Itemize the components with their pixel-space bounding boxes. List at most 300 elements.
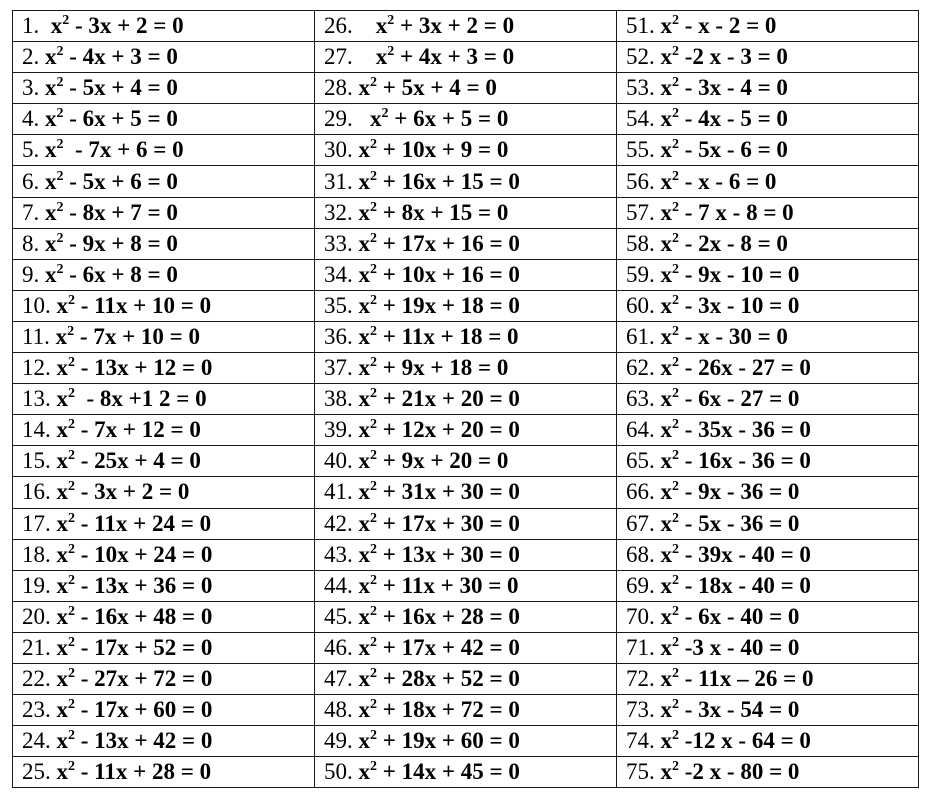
equation-remainder: - 6x - 40 = 0 <box>679 603 800 629</box>
equation-remainder: - 2x - 8 = 0 <box>679 230 788 256</box>
equation-remainder: - 7x + 12 = 0 <box>75 417 201 443</box>
equation-cell <box>315 290 617 321</box>
equation-text <box>353 728 520 753</box>
equation-variable: x <box>50 634 68 660</box>
equation-exponent: 2 <box>68 759 75 775</box>
table-row <box>13 757 919 788</box>
equation-number: 21. <box>22 634 51 660</box>
equation-exponent: 2 <box>370 75 377 91</box>
equation-variable: x <box>39 13 63 39</box>
equation-text <box>51 666 213 691</box>
equation-cell <box>13 321 315 352</box>
table-row <box>13 321 919 352</box>
equation-cell <box>315 197 617 228</box>
equation-exponent: 2 <box>672 168 679 184</box>
equation-variable: x <box>352 634 370 660</box>
equation-variable: x <box>39 106 57 132</box>
equation-number: 70. <box>626 603 655 629</box>
equation-variable: x <box>654 697 672 723</box>
equation-cell <box>315 11 617 42</box>
equation-remainder: - 5x - 36 = 0 <box>679 510 800 536</box>
equation-cell <box>315 539 617 570</box>
equation-number: 50. <box>324 759 353 785</box>
equation-number: 6. <box>22 168 40 194</box>
equation-text <box>353 697 520 722</box>
equation-variable: x <box>50 541 68 567</box>
equation-exponent: 2 <box>68 448 75 464</box>
equation-text <box>353 200 509 225</box>
equation-text <box>353 511 520 536</box>
equation-cell <box>617 166 919 197</box>
equation-cell <box>13 539 315 570</box>
equation-remainder: - x - 6 = 0 <box>679 168 777 194</box>
equation-exponent: 2 <box>56 230 64 246</box>
equation-remainder: - 11x – 26 = 0 <box>679 666 814 692</box>
equation-text <box>353 479 520 504</box>
equation-exponent: 2 <box>370 697 377 713</box>
equation-text <box>353 262 520 287</box>
equation-number: 56. <box>626 168 655 194</box>
equation-cell <box>315 601 617 632</box>
equation-variable: x <box>654 168 672 194</box>
equation-number: 58. <box>626 230 655 256</box>
equation-text <box>353 604 520 629</box>
equation-text <box>655 759 800 784</box>
equation-cell <box>617 290 919 321</box>
equation-number: 35. <box>324 292 353 318</box>
equation-remainder: + 9x + 20 = 0 <box>377 448 509 474</box>
equation-variable: x <box>654 479 672 505</box>
equation-cell <box>315 135 617 166</box>
equation-number: 41. <box>324 479 353 505</box>
equation-exponent: 2 <box>68 292 75 308</box>
table-row <box>13 384 919 415</box>
equation-number: 51. <box>626 13 655 39</box>
equation-cell <box>617 601 919 632</box>
equation-remainder: + 17x + 16 = 0 <box>377 230 520 256</box>
table-row <box>13 259 919 290</box>
equation-text <box>51 386 207 411</box>
equation-text <box>51 542 213 567</box>
equation-exponent: 2 <box>68 479 75 495</box>
equation-number: 38. <box>324 386 353 412</box>
equation-cell <box>13 570 315 601</box>
equation-cell <box>617 415 919 446</box>
equation-exponent: 2 <box>370 168 377 184</box>
equation-variable: x <box>654 572 672 598</box>
equation-number: 7. <box>22 199 40 225</box>
equation-variable: x <box>39 261 57 287</box>
equation-variable: x <box>654 137 672 163</box>
equation-cell <box>13 726 315 757</box>
equation-exponent: 2 <box>370 448 377 464</box>
equation-cell <box>13 73 315 104</box>
equation-text <box>51 728 213 753</box>
equation-number: 5. <box>22 137 40 163</box>
equation-exponent: 2 <box>56 168 64 184</box>
equation-variable: x <box>654 448 672 474</box>
equation-exponent: 2 <box>68 386 75 402</box>
equation-cell <box>617 508 919 539</box>
equation-exponent: 2 <box>68 510 75 526</box>
equation-variable: x <box>50 759 68 785</box>
equation-exponent: 2 <box>56 261 64 277</box>
equation-text <box>655 417 811 442</box>
equation-number: 47. <box>324 666 353 692</box>
equation-exponent: 2 <box>672 417 679 433</box>
equation-variable: x <box>352 728 370 754</box>
equation-variable: x <box>654 75 672 101</box>
equation-cell <box>13 166 315 197</box>
equation-variable: x <box>39 75 57 101</box>
equation-cell <box>617 757 919 788</box>
equation-variable: x <box>39 230 57 256</box>
equation-number: 66. <box>626 479 655 505</box>
equation-exponent: 2 <box>672 572 679 588</box>
equation-variable: x <box>654 417 672 443</box>
equation-exponent: 2 <box>370 417 377 433</box>
equation-remainder: + 19x + 18 = 0 <box>377 292 520 318</box>
equation-cell <box>617 384 919 415</box>
equation-variable: x <box>352 13 388 39</box>
equation-variable: x <box>352 417 370 443</box>
equation-number: 11. <box>22 323 50 349</box>
equation-text <box>655 635 800 660</box>
equation-number: 13. <box>22 386 51 412</box>
equation-text <box>353 44 514 69</box>
equation-exponent: 2 <box>68 728 75 744</box>
equation-number: 1. <box>22 13 40 39</box>
equation-text <box>353 75 497 100</box>
equation-cell <box>617 353 919 384</box>
equation-remainder: + 6x + 5 = 0 <box>388 106 509 132</box>
table-row <box>13 726 919 757</box>
equation-text <box>39 75 178 100</box>
equation-number: 27. <box>324 44 353 70</box>
equation-text <box>51 573 213 598</box>
equation-remainder: - 35x - 36 = 0 <box>679 417 811 443</box>
equation-text <box>51 604 213 629</box>
equation-remainder: + 10x + 9 = 0 <box>377 137 509 163</box>
equation-text <box>655 200 794 225</box>
equation-remainder: - 11x + 24 = 0 <box>75 510 212 536</box>
equation-variable: x <box>50 386 68 412</box>
equation-number: 45. <box>324 603 353 629</box>
equation-cell <box>13 290 315 321</box>
table-row <box>13 415 919 446</box>
equation-exponent: 2 <box>68 697 75 713</box>
equation-number: 4. <box>22 106 40 132</box>
equation-exponent: 2 <box>370 759 377 775</box>
equation-number: 23. <box>22 697 51 723</box>
equation-cell <box>617 42 919 73</box>
equation-exponent: 2 <box>387 44 395 60</box>
equation-text <box>655 293 800 318</box>
equation-number: 9. <box>22 261 40 287</box>
equation-variable: x <box>50 479 68 505</box>
equation-remainder: - x - 30 = 0 <box>679 323 788 349</box>
equation-number: 62. <box>626 355 655 381</box>
equation-cell <box>13 757 315 788</box>
equation-remainder: - 16x - 36 = 0 <box>679 448 811 474</box>
equation-text <box>655 666 814 691</box>
equation-cell <box>617 228 919 259</box>
equation-cell <box>617 73 919 104</box>
equation-variable: x <box>654 44 672 70</box>
equation-text <box>353 137 509 162</box>
equation-text <box>655 44 788 69</box>
equation-text <box>655 386 800 411</box>
equation-number: 63. <box>626 386 655 412</box>
equation-cell <box>315 757 617 788</box>
equation-remainder: - 39x - 40 = 0 <box>679 541 811 567</box>
equation-remainder: + 16x + 15 = 0 <box>377 168 520 194</box>
equation-exponent: 2 <box>672 106 679 122</box>
equation-number: 17. <box>22 510 51 536</box>
equation-remainder: - 10x + 24 = 0 <box>75 541 213 567</box>
equation-text <box>39 169 178 194</box>
equation-remainder: - 5x - 6 = 0 <box>679 137 788 163</box>
equation-text <box>51 759 211 784</box>
equation-exponent: 2 <box>672 44 679 60</box>
equation-cell <box>13 197 315 228</box>
equation-text <box>655 573 811 598</box>
equation-cell <box>617 197 919 228</box>
table-row <box>13 42 919 73</box>
table-row <box>13 135 919 166</box>
equation-number: 28. <box>324 75 353 101</box>
equation-variable: x <box>654 261 672 287</box>
equation-cell <box>13 135 315 166</box>
equation-remainder: - 13x + 12 = 0 <box>75 355 213 381</box>
equation-exponent: 2 <box>672 448 679 464</box>
equation-remainder: -3 x - 40 = 0 <box>679 634 800 660</box>
table-row <box>13 539 919 570</box>
equation-remainder: - 17x + 52 = 0 <box>75 634 213 660</box>
equation-remainder: - 11x + 10 = 0 <box>75 292 212 318</box>
equation-number: 71. <box>626 634 655 660</box>
equation-remainder: + 12x + 20 = 0 <box>377 417 520 443</box>
equation-text <box>51 479 190 504</box>
equation-remainder: + 17x + 42 = 0 <box>377 634 520 660</box>
equation-variable: x <box>352 230 370 256</box>
equation-number: 18. <box>22 541 51 567</box>
equation-variable: x <box>352 44 388 70</box>
equation-number: 34. <box>324 261 353 287</box>
equation-number: 30. <box>324 137 353 163</box>
equation-remainder: - 3x + 2 = 0 <box>75 479 190 505</box>
equation-text <box>655 542 811 567</box>
equation-exponent: 2 <box>62 13 70 29</box>
equation-variable: x <box>352 448 370 474</box>
table-row <box>13 695 919 726</box>
equation-remainder: - 26x - 27 = 0 <box>679 355 811 381</box>
equation-remainder: - 4x + 3 = 0 <box>63 44 178 70</box>
equation-cell <box>13 11 315 42</box>
table-row <box>13 508 919 539</box>
equation-remainder: - 5x + 4 = 0 <box>63 75 178 101</box>
table-row <box>13 228 919 259</box>
equation-remainder: - 8x +1 2 = 0 <box>75 386 207 412</box>
equation-remainder: + 21x + 20 = 0 <box>377 386 520 412</box>
equation-remainder: - 6x + 5 = 0 <box>63 106 178 132</box>
equation-remainder: - 3x - 4 = 0 <box>679 75 788 101</box>
equation-text <box>655 262 800 287</box>
equation-exponent: 2 <box>56 106 64 122</box>
equation-exponent: 2 <box>68 603 75 619</box>
equation-cell <box>315 42 617 73</box>
table-row <box>13 353 919 384</box>
equation-text <box>39 200 178 225</box>
equation-exponent: 2 <box>672 697 679 713</box>
equation-cell <box>617 11 919 42</box>
equation-text <box>353 13 514 38</box>
equation-exponent: 2 <box>370 386 377 402</box>
equation-remainder: - 16x + 48 = 0 <box>75 603 213 629</box>
equation-number: 36. <box>324 323 353 349</box>
equation-exponent: 2 <box>672 199 679 215</box>
equation-variable: x <box>654 728 672 754</box>
equation-exponent: 2 <box>68 417 75 433</box>
equation-remainder: - 18x - 40 = 0 <box>679 572 811 598</box>
equation-remainder: - 7x + 10 = 0 <box>74 323 201 349</box>
equation-number: 20. <box>22 603 51 629</box>
equation-text <box>51 417 201 442</box>
equation-variable: x <box>50 510 68 536</box>
equation-text <box>353 759 520 784</box>
equation-text <box>39 262 178 287</box>
equation-number: 16. <box>22 479 51 505</box>
equation-cell <box>315 508 617 539</box>
equation-cell <box>617 632 919 663</box>
equation-text <box>655 13 777 38</box>
equation-text <box>353 106 509 131</box>
equation-cell <box>315 632 617 663</box>
equation-variable: x <box>352 168 370 194</box>
equation-variable: x <box>654 541 672 567</box>
table-row <box>13 663 919 694</box>
equation-text <box>353 635 520 660</box>
equation-cell <box>315 228 617 259</box>
equation-variable: x <box>654 230 672 256</box>
equation-exponent: 2 <box>370 572 377 588</box>
equation-variable: x <box>654 386 672 412</box>
equation-cell <box>315 570 617 601</box>
equation-remainder: - 17x + 60 = 0 <box>75 697 213 723</box>
equation-remainder: - 7x + 6 = 0 <box>63 137 184 163</box>
equation-number: 32. <box>324 199 353 225</box>
equation-text <box>655 324 788 349</box>
equation-text <box>655 479 800 504</box>
equation-exponent: 2 <box>672 603 679 619</box>
equation-remainder: -2 x - 80 = 0 <box>679 759 800 785</box>
equation-number: 72. <box>626 666 655 692</box>
equation-text <box>50 324 200 349</box>
equation-remainder: + 13x + 30 = 0 <box>377 541 520 567</box>
equation-remainder: - 9x - 36 = 0 <box>679 479 800 505</box>
equation-text <box>655 106 788 131</box>
equation-variable: x <box>352 106 382 132</box>
equation-variable: x <box>50 355 68 381</box>
equation-number: 48. <box>324 697 353 723</box>
equation-variable: x <box>654 666 672 692</box>
equation-cell <box>617 726 919 757</box>
equation-cell <box>13 601 315 632</box>
equation-remainder: - 8x + 7 = 0 <box>63 199 178 225</box>
equation-exponent: 2 <box>672 386 679 402</box>
equation-cell <box>315 446 617 477</box>
equations-body <box>13 11 919 788</box>
equation-cell <box>315 166 617 197</box>
equation-cell <box>617 321 919 352</box>
equation-variable: x <box>352 292 370 318</box>
equation-cell <box>13 508 315 539</box>
equation-exponent: 2 <box>67 323 75 339</box>
equation-variable: x <box>352 261 370 287</box>
equation-variable: x <box>654 355 672 381</box>
equation-exponent: 2 <box>672 75 679 91</box>
equation-text <box>51 697 213 722</box>
equation-remainder: + 18x + 72 = 0 <box>377 697 520 723</box>
equation-variable: x <box>654 292 672 318</box>
equation-variable: x <box>39 199 57 225</box>
equation-text <box>51 511 211 536</box>
equation-cell <box>315 353 617 384</box>
table-row <box>13 73 919 104</box>
equation-text <box>353 386 520 411</box>
equation-number: 52. <box>626 44 655 70</box>
equation-number: 74. <box>626 728 655 754</box>
equation-number: 53. <box>626 75 655 101</box>
equation-variable: x <box>352 479 370 505</box>
equation-text <box>353 542 520 567</box>
equation-number: 64. <box>626 417 655 443</box>
equation-exponent: 2 <box>68 666 75 682</box>
equation-exponent: 2 <box>672 634 679 650</box>
equation-exponent: 2 <box>68 355 75 371</box>
equation-cell <box>617 259 919 290</box>
equation-exponent: 2 <box>672 261 679 277</box>
equation-number: 15. <box>22 448 51 474</box>
equation-remainder: - x - 2 = 0 <box>679 13 777 39</box>
equation-variable: x <box>352 355 370 381</box>
equation-variable: x <box>352 510 370 536</box>
equation-variable: x <box>352 137 370 163</box>
equation-remainder: + 8x + 15 = 0 <box>377 199 509 225</box>
equation-number: 12. <box>22 355 51 381</box>
equation-exponent: 2 <box>672 728 679 744</box>
equation-exponent: 2 <box>370 261 377 277</box>
equation-number: 75. <box>626 759 655 785</box>
equation-remainder: + 4x + 3 = 0 <box>394 44 515 70</box>
equation-number: 46. <box>324 634 353 660</box>
equation-cell <box>315 726 617 757</box>
equation-exponent: 2 <box>370 634 377 650</box>
equation-text <box>39 106 178 131</box>
equation-remainder: + 10x + 16 = 0 <box>377 261 520 287</box>
equation-variable: x <box>50 417 68 443</box>
equation-remainder: + 19x + 60 = 0 <box>377 728 520 754</box>
equation-number: 68. <box>626 541 655 567</box>
equation-cell <box>13 353 315 384</box>
equation-text <box>353 573 519 598</box>
equation-exponent: 2 <box>672 230 679 246</box>
equation-cell <box>13 228 315 259</box>
equation-number: 22. <box>22 666 51 692</box>
equation-number: 67. <box>626 510 655 536</box>
equation-number: 25. <box>22 759 51 785</box>
equation-exponent: 2 <box>370 728 377 744</box>
